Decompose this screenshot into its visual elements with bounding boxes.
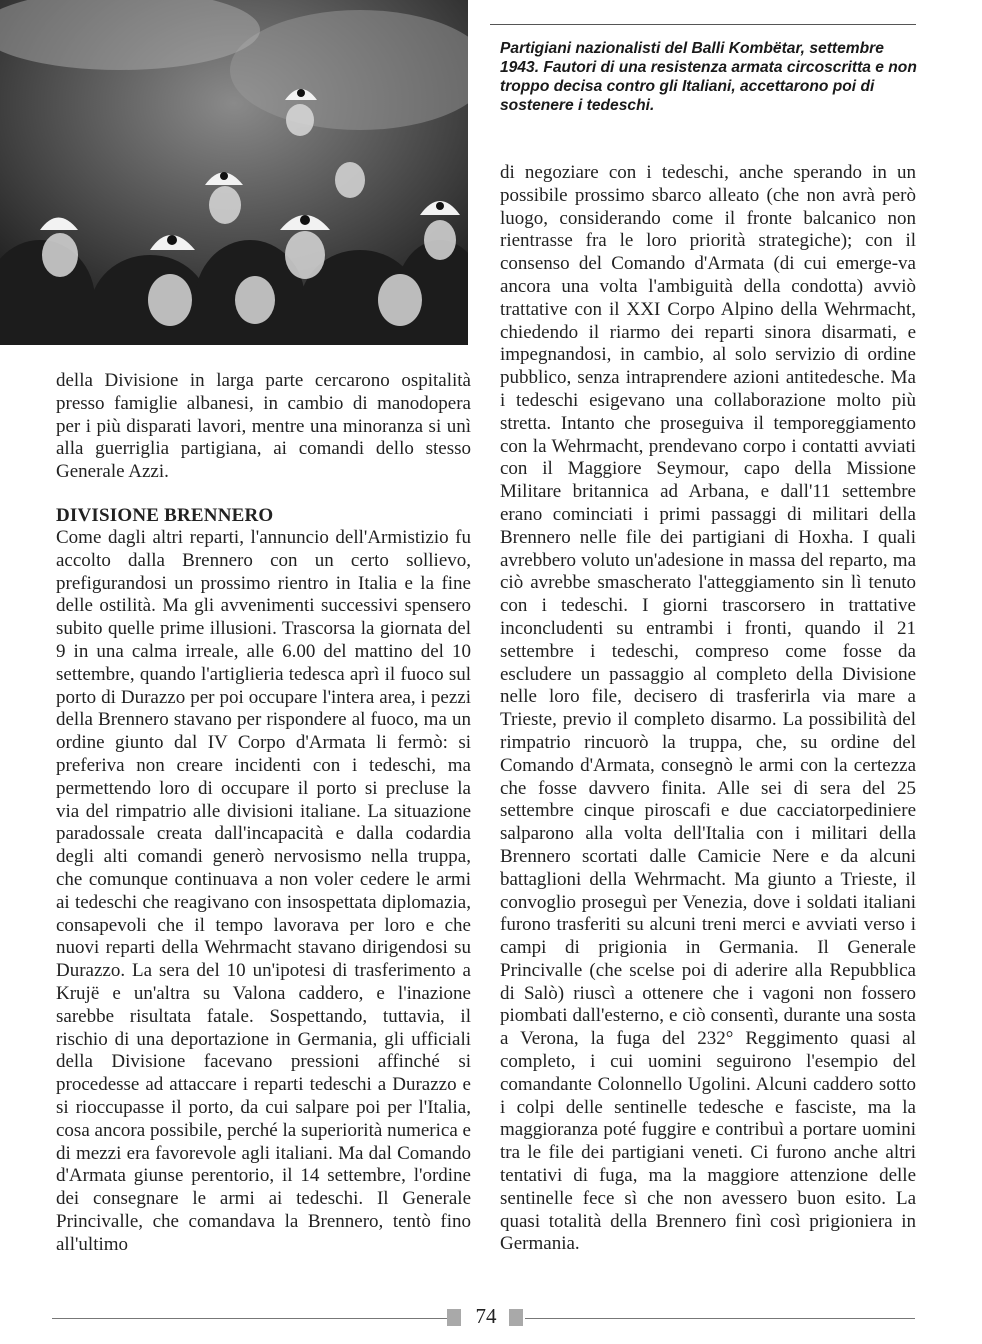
footer-rule-right <box>525 1318 915 1319</box>
page-number: 74 <box>475 1304 497 1328</box>
section-heading: DIVISIONE BRENNERO <box>56 505 274 526</box>
paragraph: della Divisione in larga parte cercarono ospitalità presso famiglie albanesi, in cambio di manodopera per i più disparati lavori, mentre una minoranza si unì alla guerriglia partigiana, ai comandi dello stesso Generale Azzi. <box>56 370 471 483</box>
caption-top-rule <box>490 24 916 25</box>
footer-rule-left <box>52 1318 447 1319</box>
left-column-body <box>56 527 471 1257</box>
paragraph: di negoziare con i tedeschi, anche sperando in un possibile prossimo sbarco alleato (che non avrà però luogo, considerando come il fronte balcanico non rientrasse fra le loro priorità strategiche); con il consenso del Comando d'Armata (di cui emerge-va ancora una volta l'ambiguità della condotta) avviò trattative con il XXI Corpo Alpino della Wehrmacht, chiedendo il riarmo dei reparti sinora disarmati, e impegnandosi, in cambio, al solo servizio di ordine pubblico, senza intraprendere azioni antitedesche. Ma i tedeschi esigevano una collaborazione molto più stretta. Intanto che proseguiva il temporeggiamento con la Wehrmacht, prendevano corpo i contatti avviati con il Maggiore Seymour, capo della Missione Militare britannica ad Arbana, e dall'11 settembre erano cominciati i primi passaggi di militari della Brennero nelle file dei partigiani di Hoxha. I quali avrebbero voluto un'adesione in massa del reparto, ma ciò avrebbe smascherato l'atteggiamento sin lì tenuto con i tedeschi. I giorni trascorsero in trattative inconcludenti su entrambi i fronti, quando il 21 settembre i tedeschi, compreso come fosse da escludere un passaggio al completo della Divisione nelle loro file, decisero di trasferirla via mare a Trieste, previo il completo disarmo. La possibilità del rimpatrio rincuorò la truppa, che, su ordine del Comando d'Armata, consegnò le armi con la certezza che fosse davvero finita. Alle sei di sera del 25 settembre cinque piroscafi e due cacciatorpediniere salparono alla volta dell'Italia con i militari della Brennero scortati dalle Camicie Nere e da alcuni battaglioni della Wehrmacht. Ma giunto a Trieste, il convoglio proseguì per Venezia, dove i soldati italiani furono trasferiti su alcuni treni merci e avviati verso i campi di prigionia in Germania. Il Generale Princivalle (che scelse poi di aderire alla Repubblica di Salò) riuscì a ottenere che i vagoni non fossero piombati dall'esterno, e ciò consentì, durante una sosta a Verona, la fuga del 232° Reggimento quasi al completo, i cui uomini seguirono l'esempio del comandante Colonnello Ugolini. Alcuni caddero sotto i colpi delle sentinelle tedesche e fasciste, ma la maggioranza poté fuggire e contribuì a portare uomini tra le file dei partigiani veneti. Ci furono anche altri tentativi di fuga, ma la maggiore attenzione delle sentinelle fece sì che non avessero buon esito. La quasi totalità della Brennero finì così prigioniera in Germania. <box>500 162 916 1255</box>
footer-square-right <box>509 1309 523 1326</box>
partisans-photo <box>0 0 468 345</box>
footer-square-left <box>447 1309 461 1326</box>
photo-caption: Partigiani nazionalisti del Balli Kombëtar, settembre 1943. Fautori di una resistenza armata circoscritta e non troppo decisa contro gli Italiani, accettarono poi di sostenere i tedeschi. <box>500 40 917 114</box>
left-column-intro <box>56 370 471 484</box>
right-column <box>500 162 916 1256</box>
paragraph: Come dagli altri reparti, l'annuncio dell'Armistizio fu accolto dalla Brennero con un certo sollievo, prefigurandosi un prossimo rientro in Italia e la fine delle ostilità. Ma gli avvenimenti successivi spensero subito quelle prime illusioni. Trascorsa la giornata del 9 in una calma irreale, alle 6.00 del mattino del 10 settembre, quando l'artiglieria tedesca aprì il fuoco sul porto di Durazzo per poi occupare l'intera area, i pezzi della Brennero stavano per rispondere al fuoco, ma un ordine giunto dal IV Corpo d'Armata li fermò: si preferiva non creare incidenti con i tedeschi, ma permettendo loro di occupare il porto si precluse la via del rimpatrio alle divisioni italiane. La situazione paradossale creata dall'incapacità e dalla codardia degli alti comandi generò nervosismo nella truppa, che comunque continuava a non voler cedere le armi ai tedeschi che reagivano con insospettata diplomazia, consapevoli che il tempo lavorava per loro e che nuovi reparti della Wehrmacht stavano dirigendosi su Durazzo. La sera del 10 un'ipotesi di trasferimento a Krujë e un'altra su Valona caddero, e l'inazione sarebbe risultata fatale. Sospettando, tuttavia, il rischio di una deportazione in Germania, gli ufficiali della Divisione facevano pressioni affinché si procedesse ad attaccare i reparti tedeschi a Durazzo e si rioccupasse il porto, da cui salpare poi per l'Italia, cosa ancora possibile, perché la superiorità numerica e di mezzi era favorevole agli italiani. Ma dal Comando d'Armata giunse perentorio, il 14 settembre, l'ordine dei consegnare le armi ai tedeschi. Il Generale Princivalle, che comandava la Brennero, tentò fino all'ultimo <box>56 527 471 1255</box>
photograph-icon <box>0 0 468 345</box>
